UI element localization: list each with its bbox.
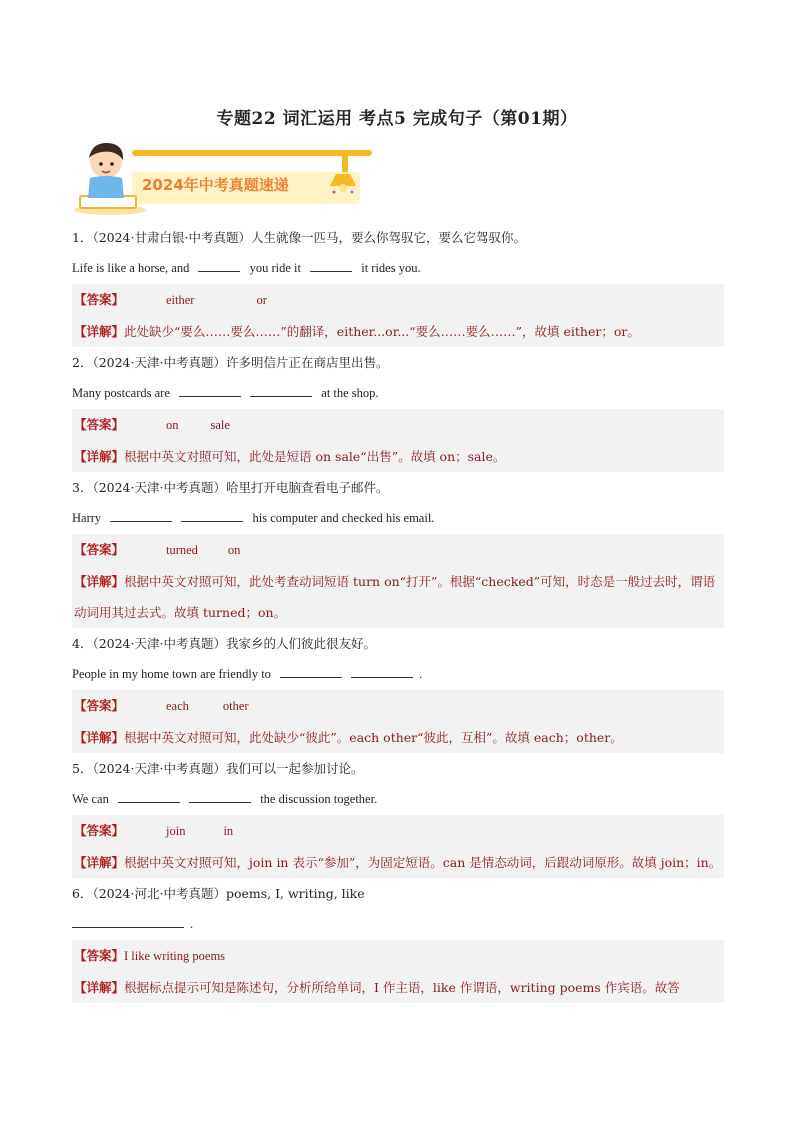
question-1-prompt: 1．（2024·甘肃白银·中考真题）人生就像一匹马，要么你驾驭它，要么它驾驭你。 [72, 230, 526, 245]
detail-text: 根据中英文对照可知，此处缺少“彼此”。each other“彼此，互相”。故填 each；other。 [124, 730, 623, 745]
sentence-text: People in my home town are friendly to [72, 667, 271, 681]
sentence-text: Life is like a horse, and [72, 261, 190, 275]
detail-text: 根据中英文对照可知，此处考查动词短语 turn on“打开”。根据“checked”可知，时态是一般过去时，谓语动词用其过去式。故填 turned；on。 [74, 574, 716, 620]
answer-label: 【答案】 [74, 823, 125, 838]
question-1-detail [72, 316, 724, 347]
page-title: 专题22 词汇运用 考点5 完成句子（第01期） [216, 109, 578, 129]
detail-label: 【详解】 [74, 449, 125, 464]
answer-blank[interactable] [189, 790, 251, 803]
question-5-sentence [72, 784, 724, 815]
answer-value: either [166, 293, 195, 307]
answer-blank[interactable] [118, 790, 180, 803]
question-5-answer [72, 815, 724, 847]
answer-value: other [222, 699, 249, 713]
answer-value: sale [210, 418, 230, 432]
answer-label: 【答案】 [74, 417, 125, 432]
answer-value: or [256, 293, 267, 307]
answer-blank[interactable] [280, 665, 342, 678]
detail-label: 【详解】 [74, 324, 125, 339]
question-2-prompt: 2．（2024·天津·中考真题）许多明信片正在商店里出售。 [72, 355, 389, 370]
question-1-sentence [72, 253, 724, 284]
sentence-text: you ride it [249, 261, 301, 275]
sentence-text: his computer and checked his email. [252, 511, 435, 525]
question-5-detail [72, 847, 724, 878]
detail-label: 【详解】 [74, 574, 125, 589]
answer-value: I like writing poems [124, 949, 226, 963]
question-2-detail [72, 441, 724, 472]
answer-value: on [227, 543, 241, 557]
sentence-text: We can [72, 792, 109, 806]
answer-label: 【答案】 [74, 948, 125, 963]
answer-blank[interactable] [250, 384, 312, 397]
question-3-answer [72, 534, 724, 566]
detail-label: 【详解】 [74, 980, 125, 995]
answer-blank[interactable] [181, 509, 243, 522]
question-4-sentence [72, 659, 724, 690]
question-3-prompt: 3．（2024·天津·中考真题）哈里打开电脑查看电子邮件。 [72, 480, 389, 495]
sentence-text: at the shop. [321, 386, 379, 400]
lamp-icon [328, 172, 358, 194]
answer-value: on [166, 418, 179, 432]
question-6-detail [72, 972, 724, 1003]
banner-text: 2024年中考真题速递 [142, 176, 289, 194]
answer-value: in [223, 824, 234, 838]
student-reading-icon [72, 136, 152, 216]
sentence-text: the discussion together. [260, 792, 378, 806]
question-1-answer [72, 284, 724, 316]
section-banner [72, 136, 362, 216]
question-4-answer [72, 690, 724, 722]
question-6-prompt: 6．（2024·河北·中考真题）poems, I, writing, like [72, 886, 365, 901]
detail-text: 根据标点提示可知是陈述句，分析所给单词，I 作主语，like 作谓语，writing poems 作宾语。故答 [124, 980, 680, 995]
answer-blank[interactable] [72, 915, 184, 928]
question-4-prompt: 4．（2024·天津·中考真题）我家乡的人们彼此很友好。 [72, 636, 376, 651]
answer-value: each [166, 699, 189, 713]
question-list [72, 222, 724, 1003]
question-2-answer [72, 409, 724, 441]
answer-blank[interactable] [310, 259, 352, 272]
question-6-sentence [72, 909, 724, 940]
question-5-prompt: 5．（2024·天津·中考真题）我们可以一起参加讨论。 [72, 761, 364, 776]
question-2-sentence [72, 378, 724, 409]
question-3-sentence [72, 503, 724, 534]
answer-label: 【答案】 [74, 542, 125, 557]
sentence-text: Harry [72, 511, 102, 525]
answer-label: 【答案】 [74, 698, 125, 713]
answer-blank[interactable] [179, 384, 241, 397]
detail-label: 【详解】 [74, 730, 125, 745]
sentence-text: . [190, 917, 194, 931]
detail-label: 【详解】 [74, 855, 125, 870]
answer-blank[interactable] [351, 665, 413, 678]
sentence-text: Many postcards are [72, 386, 170, 400]
answer-label: 【答案】 [74, 292, 125, 307]
answer-value: turned [166, 543, 198, 557]
question-4-detail [72, 722, 724, 753]
answer-blank[interactable] [110, 509, 172, 522]
answer-blank[interactable] [198, 259, 240, 272]
sentence-text: . [419, 667, 423, 681]
detail-text: 根据中英文对照可知，此处是短语 on sale“出售”。故填 on；sale。 [124, 449, 506, 464]
detail-text: 此处缺少“要么……要么……”的翻译，either...or...“要么……要么……”，故填 either；or。 [124, 324, 640, 339]
banner-line [132, 150, 372, 156]
detail-text: 根据中英文对照可知，join in 表示“参加”，为固定短语。can 是情态动词，后跟动词原形。故填 join；in。 [124, 855, 722, 870]
question-3-detail [72, 566, 724, 628]
sentence-text: it rides you. [361, 261, 421, 275]
answer-value: join [166, 824, 186, 838]
question-6-answer [72, 940, 724, 972]
